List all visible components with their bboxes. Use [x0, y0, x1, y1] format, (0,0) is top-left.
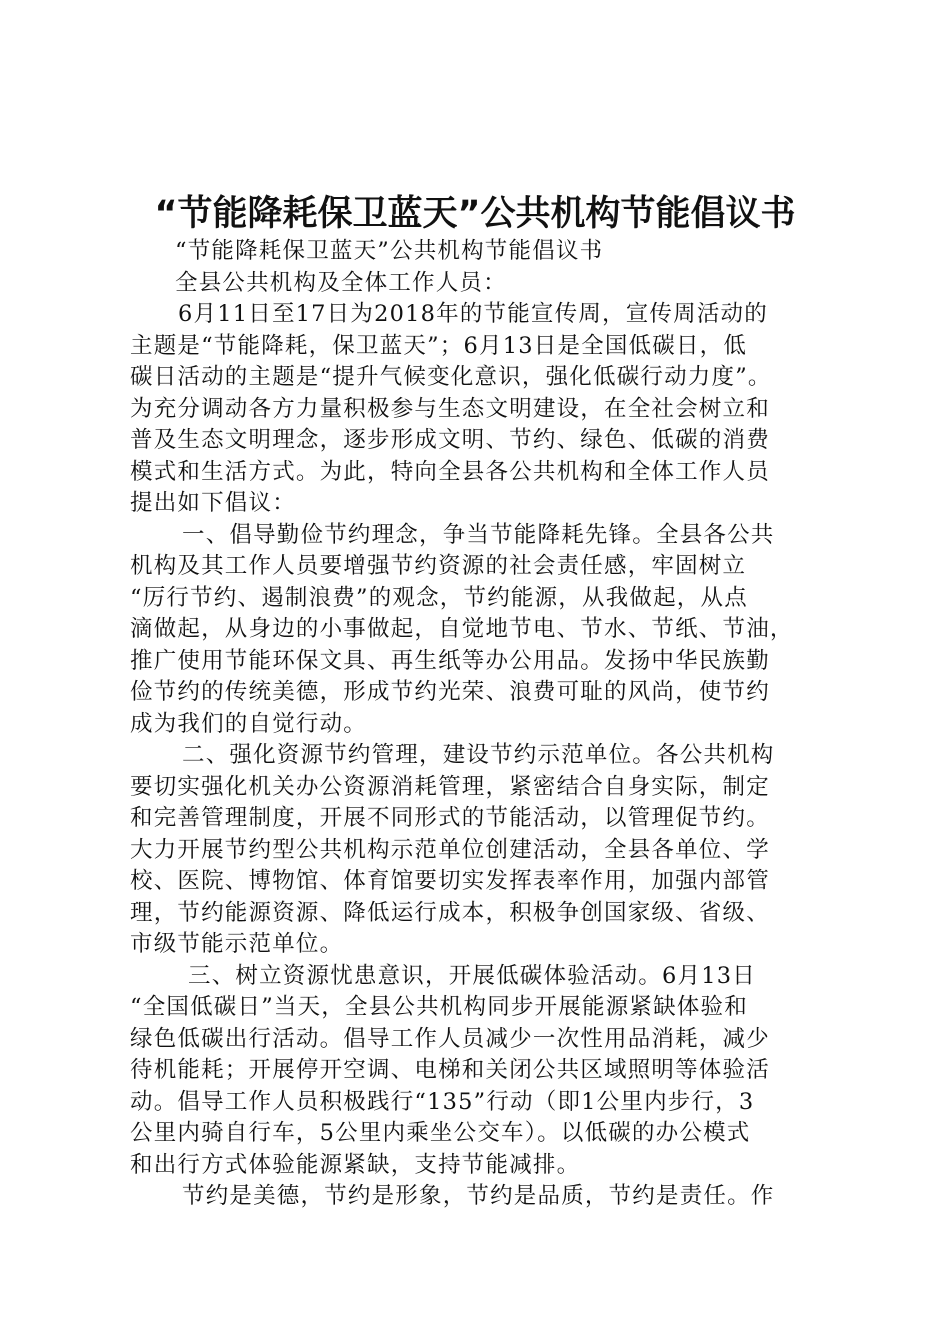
paragraph-line: 俭节约的传统美德，形成节约光荣、浪费可耻的风尚，使节约: [130, 679, 770, 705]
paragraph-line: “全国低碳日”当天，全县公共机构同步开展能源紧缺体验和: [130, 994, 748, 1020]
paragraph-line: 和完善管理制度，开展不同形式的节能活动，以管理促节约。: [130, 805, 770, 831]
paragraph-line: 二、强化资源节约管理，建设节约示范单位。各公共机构: [182, 742, 775, 768]
paragraph-line: 推广使用节能环保文具、再生纸等办公用品。发扬中华民族勤: [130, 647, 770, 674]
paragraph-line: 绿色低碳出行活动。倡导工作人员减少一次性用品消耗，减少: [130, 1025, 770, 1052]
paragraph-line: 碳日活动的主题是“提升气候变化意识，强化低碳行动力度”。: [130, 364, 772, 390]
paragraph-line: 提出如下倡议：: [130, 490, 296, 516]
document-body: [130, 236, 830, 1213]
paragraph-line: 成为我们的自觉行动。: [130, 710, 368, 737]
paragraph-line: 理，节约能源资源、降低运行成本，积极争创国家级、省级、: [130, 899, 770, 926]
paragraph-line: 三、树立资源忧患意识，开展低碳体验活动。6月13日: [188, 962, 756, 989]
paragraph-line: 机构及其工作人员要增强节约资源的社会责任感，牢固树立: [130, 553, 747, 579]
paragraph-line: 模式和生活方式。为此，特向全县各公共机构和全体工作人员: [130, 458, 770, 485]
paragraph-line: 6月11日至17日为2018年的节能宣传周，宣传周活动的: [178, 301, 768, 327]
paragraph-line: 动。倡导工作人员积极践行“135”行动（即1公里内步行，3: [130, 1088, 755, 1115]
paragraph-line: 为充分调动各方力量积极参与生态文明建设，在全社会树立和: [130, 395, 770, 422]
paragraph-line: 校、医院、博物馆、体育馆要切实发挥表率作用，加强内部管: [130, 868, 770, 894]
salutation-line: 全县公共机构及全体工作人员：: [175, 269, 507, 296]
paragraph-line: 要切实强化机关办公资源消耗管理，紧密结合自身实际，制定: [130, 773, 770, 800]
paragraph-line: 节约是美德，节约是形象，节约是品质，节约是责任。作: [182, 1183, 775, 1209]
paragraph-line: 一、倡导勤俭节约理念，争当节能降耗先锋。全县各公共: [182, 521, 775, 548]
paragraph-line: 待机能耗；开展停开空调、电梯和关闭公共区域照明等体验活: [130, 1057, 770, 1083]
paragraph-line: “厉行节约、遏制浪费”的观念，节约能源，从我做起，从点: [130, 584, 748, 611]
paragraph-line: 普及生态文明理念，逐步形成文明、节约、绿色、低碳的消费: [130, 427, 770, 453]
paragraph-line: 公里内骑自行车，5公里内乘坐公交车）。以低碳的办公模式: [130, 1120, 751, 1146]
paragraph-line: 主题是“节能降耗，保卫蓝天”；6月13日是全国低碳日，低: [130, 332, 748, 359]
paragraph-line: 市级节能示范单位。: [130, 931, 344, 957]
paragraph-line: 滴做起，从身边的小事做起，自觉地节电、节水、节纸、节油，: [130, 616, 794, 642]
subtitle-line: “节能降耗保卫蓝天”公共机构节能倡议书: [175, 238, 604, 264]
paragraph-line: 大力开展节约型公共机构示范单位创建活动，全县各单位、学: [130, 836, 770, 863]
paragraph-line: 和出行方式体验能源紧缺，支持节能减排。: [130, 1151, 581, 1178]
document-title: “节能降耗保卫蓝天”公共机构节能倡议书: [154, 194, 796, 234]
